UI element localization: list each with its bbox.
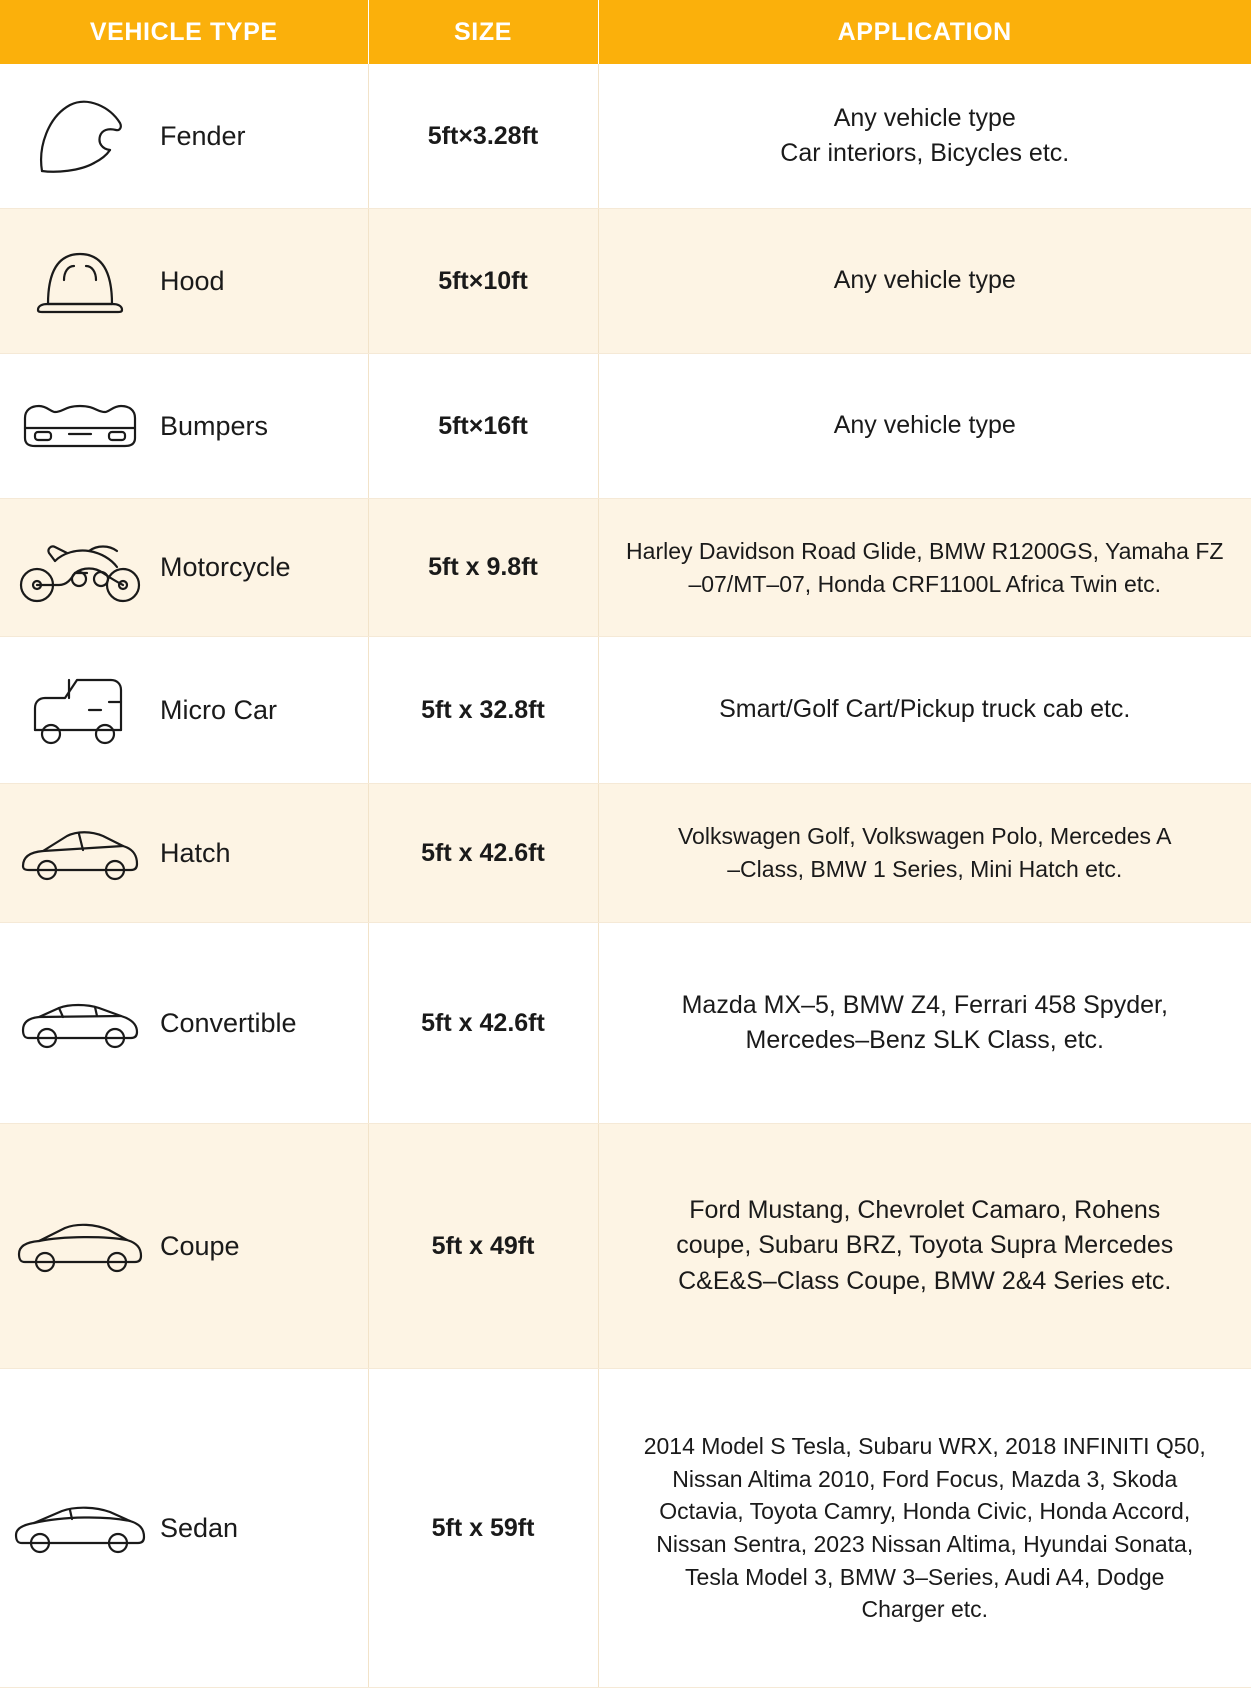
application-line: Nissan Altima 2010, Ford Focus, Mazda 3, Skoda [672, 1465, 1178, 1492]
vehicle-type-label: Motorcycle [160, 552, 291, 582]
application-line: Nissan Sentra, 2023 Nissan Altima, Hyundai Sonata, [656, 1531, 1194, 1557]
vehicle-type-label: Coupe [160, 1230, 240, 1261]
application-line: Car interiors, Bicycles etc. [780, 139, 1070, 167]
cell-application [598, 923, 1251, 1124]
column-header-size: SIZE [368, 0, 598, 64]
cell-size: 5ft x 59ft [368, 1369, 598, 1688]
table-row [0, 354, 1251, 499]
vehicle-type-label: Micro Car [160, 694, 278, 725]
cell-vehicle-type [0, 1124, 368, 1369]
cell-vehicle-type [0, 499, 368, 637]
application-line: Smart/Golf Cart/Pickup truck cab etc. [719, 695, 1131, 724]
header-row [0, 0, 1251, 64]
cell-vehicle-type [0, 64, 368, 209]
vehicle-type-label: Sedan [160, 1512, 239, 1543]
application-line: Charger etc. [861, 1596, 989, 1623]
cell-vehicle-type [0, 1369, 368, 1688]
cell-size: 5ft x 42.6ft [368, 784, 598, 923]
coupe-icon [0, 1216, 160, 1276]
application-line: Any vehicle type [833, 411, 1016, 440]
cell-size: 5ft x 49ft [368, 1124, 598, 1369]
column-header-vehicle-type: VEHICLE TYPE [0, 0, 368, 64]
hood-icon [0, 246, 160, 316]
table-row [0, 637, 1251, 784]
cell-vehicle-type [0, 923, 368, 1124]
table-header [0, 0, 1251, 64]
application-line: Harley Davidson Road Glide, BMW R1200GS, Yamaha FZ [626, 537, 1224, 564]
cell-size: 5ft×16ft [368, 354, 598, 499]
vehicle-type-label: Fender [160, 120, 246, 151]
cell-vehicle-type [0, 354, 368, 499]
application-line: 2014 Model S Tesla, Subaru WRX, 2018 INFINITI Q50, [643, 1433, 1206, 1460]
cell-size: 5ft x 42.6ft [368, 923, 598, 1124]
table-row [0, 923, 1251, 1124]
application-line: Volkswagen Golf, Volkswagen Polo, Mercedes A [677, 823, 1172, 850]
application-line: Any vehicle type [833, 266, 1016, 295]
application-line: –Class, BMW 1 Series, Mini Hatch etc. [727, 856, 1123, 882]
cell-application [598, 64, 1251, 209]
cell-application [598, 1369, 1251, 1688]
column-header-application: APPLICATION [598, 0, 1251, 64]
table-row [0, 784, 1251, 923]
fender-icon [0, 97, 160, 175]
cell-size: 5ft x 32.8ft [368, 637, 598, 784]
motorcycle-icon [0, 531, 160, 605]
table-row [0, 64, 1251, 209]
table-row [0, 1369, 1251, 1688]
application-line: Tesla Model 3, BMW 3–Series, Audi A4, Dodge [685, 1563, 1165, 1590]
application-line: Octavia, Toyota Camry, Honda Civic, Honda Accord, [659, 1498, 1191, 1525]
table-row [0, 499, 1251, 637]
vehicle-type-label: Bumpers [160, 410, 269, 441]
hatch-icon [0, 822, 160, 884]
cell-application [598, 354, 1251, 499]
cell-application [598, 637, 1251, 784]
bumper-icon [0, 398, 160, 454]
application-line: Mercedes–Benz SLK Class, etc. [745, 1026, 1104, 1054]
application-line: Ford Mustang, Chevrolet Camaro, Rohens [689, 1195, 1161, 1224]
vehicle-type-label: Hatch [160, 837, 231, 868]
sedan-icon [0, 1499, 160, 1557]
cell-application [598, 499, 1251, 637]
cell-application [598, 784, 1251, 923]
table-row [0, 209, 1251, 354]
application-line: C&E&S–Class Coupe, BMW 2&4 Series etc. [678, 1266, 1172, 1295]
table-row [0, 1124, 1251, 1369]
table-body [0, 64, 1251, 1688]
application-line: Any vehicle type [833, 103, 1016, 132]
cell-size: 5ft x 9.8ft [368, 499, 598, 637]
application-line: –07/MT–07, Honda CRF1100L Africa Twin etc. [688, 570, 1162, 597]
cell-application [598, 1124, 1251, 1369]
application-line: coupe, Subaru BRZ, Toyota Supra Mercedes [676, 1231, 1174, 1260]
cell-size: 5ft×3.28ft [368, 64, 598, 209]
cell-size: 5ft×10ft [368, 209, 598, 354]
cell-vehicle-type [0, 637, 368, 784]
convertible-icon [0, 994, 160, 1052]
application-line: Mazda MX–5, BMW Z4, Ferrari 458 Spyder, [681, 990, 1168, 1019]
cell-application [598, 209, 1251, 354]
cell-vehicle-type [0, 209, 368, 354]
vehicle-type-label: Hood [160, 265, 225, 296]
vehicle-type-label: Convertible [160, 1007, 297, 1038]
micro-car-icon [0, 672, 160, 748]
cell-vehicle-type [0, 784, 368, 923]
